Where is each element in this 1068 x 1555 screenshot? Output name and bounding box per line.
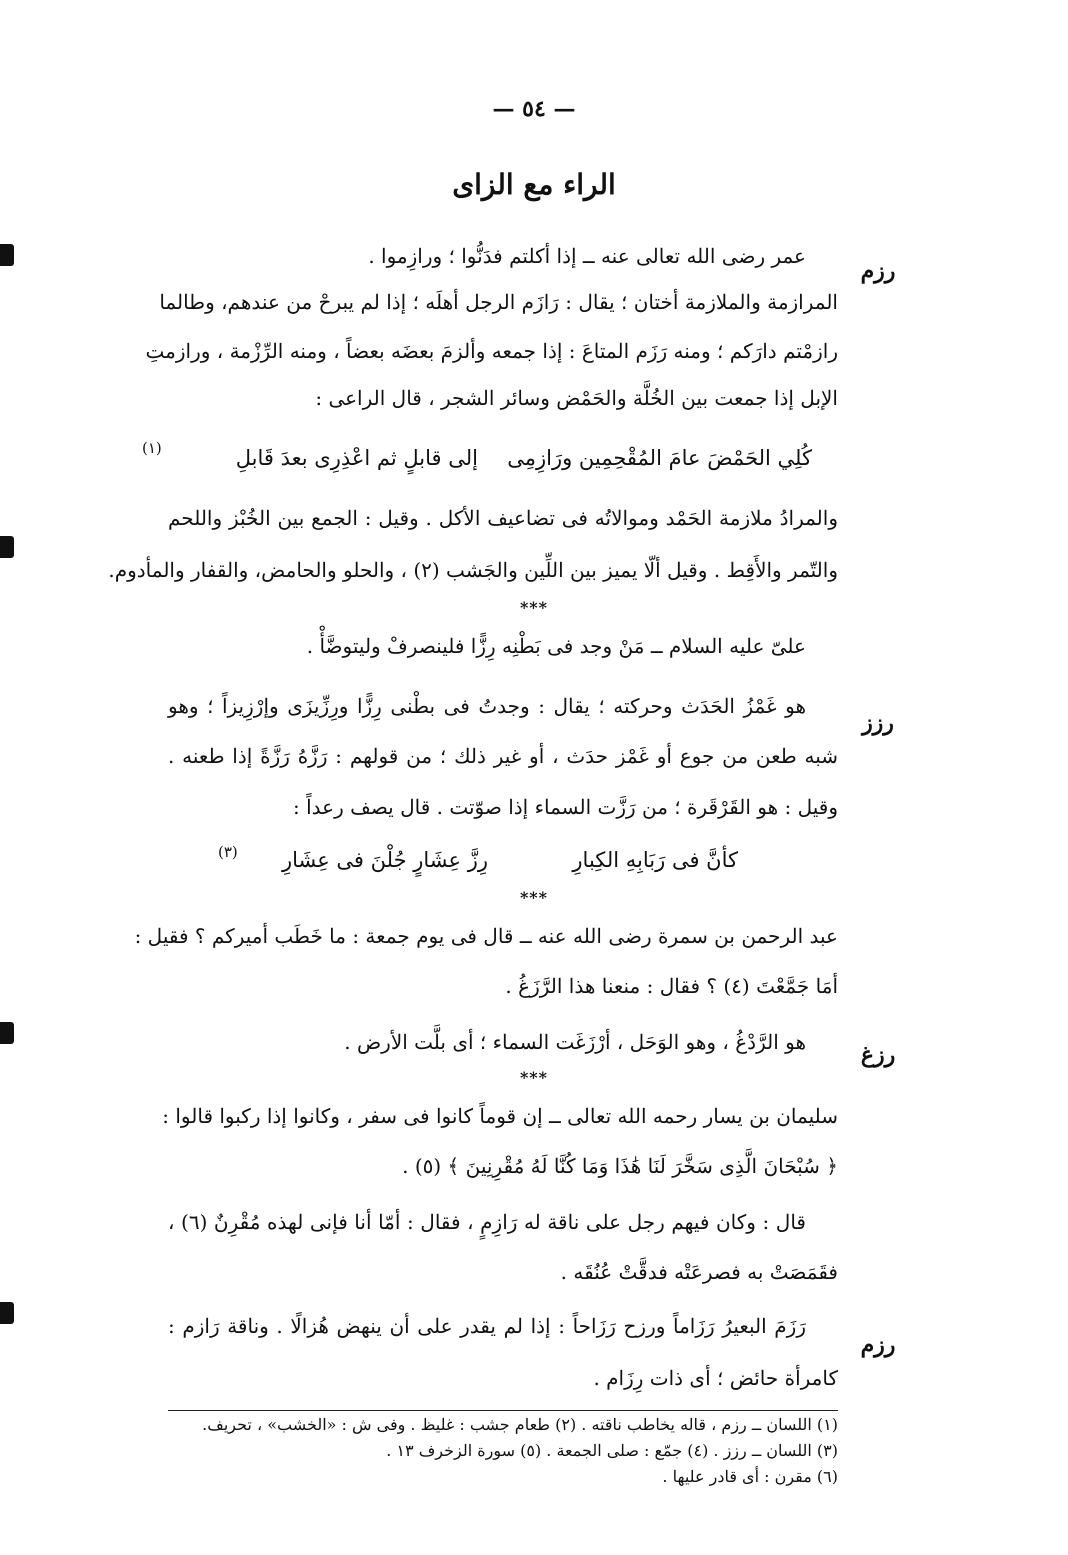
text-line: كامرأة حائض ؛ أى ذات رِزَام . [593,1366,838,1390]
separator: *** [519,888,549,907]
margin-mark [0,1022,14,1044]
text-line: المرازمة والملازمة أختان ؛ يقال : رَازَم الرجل أهلَه ؛ إذا لم يبرحْ من عندهم، وطالما [159,290,838,314]
text-line: الإبل إذا جمعت بين الخُلَّة والحَمْض وسائر الشجر ، قال الراعى : [315,386,838,410]
separator: *** [519,598,549,617]
footnote-ref: (١) [142,439,162,457]
root-word: رزم [860,258,896,284]
section-title: الراء مع الزاى [452,168,616,201]
footnote-divider [168,1410,838,1411]
footnote-ref: (٣) [218,843,238,861]
text-line: فقَمَصَتْ به فصرعَتْه فدقَّتْ عُنُقَه . [560,1260,838,1284]
footnote-line: (٣) اللسان ــ رزز . (٤) جمّع : صلى الجمعة . (٥) سورة الزخرف ١٣ . [386,1441,838,1460]
root-word: رزم [860,1332,896,1358]
entry-heading-line: علىّ عليه السلام ــ مَنْ وجد فى بَطْنِه رِزًّا فلينصرفْ وليتوضَّأْ . [306,634,806,658]
footnote-line: (٦) مقرن : أى قادر عليها . [662,1467,838,1486]
margin-mark [0,536,14,558]
text-line: والمرادُ ملازمة الحَمْد وموالاتُه فى تضاعيف الأكل . وقيل : الجمع بين الخُبْز واللحم [168,506,838,530]
margin-mark [0,1302,14,1324]
verse-hemistich-1: كأنَّ فى رَبَابِهِ الكِبارِ [572,848,738,872]
footnote-line: (١) اللسان ــ رزم ، قاله يخاطب ناقته . (٢) طعام جشب : غليظ . وفى ش : «الخشب» ، تحريف. [202,1415,838,1434]
page-number: — ٥٤ — [492,96,576,122]
separator: *** [519,1068,549,1087]
entry-heading-line: عمر رضى الله تعالى عنه ــ إذا أكلتم فدَنُّوا ؛ ورازِموا . [368,244,806,268]
text-line: رازمْتم دارَكم ؛ ومنه رَزَم المتاعَ : إذا جمعه وألزمَ بعضَه بعضاً ، ومنه الرِّزْمة ، ورازمتِ [145,339,838,363]
text-line: رَزَمَ البعيرُ رَزَاماً ورزح رَزَاحاً : إذا لم يقدر على أن ينهض هُزالًا . وناقة رَازم : [168,1314,806,1338]
verse-hemistich-2: إلى قابلٍ ثم اعْذِرِى بعدَ قَابلِ [235,446,478,470]
root-word: رزز [862,710,894,736]
text-line: هو الرَّدْغُ ، وهو الوَحَل ، أرْزَغَت السماء ؛ أى بلَّت الأرض . [344,1030,806,1054]
verse-hemistich-1: كُلِي الحَمْضَ عامَ المُقْحِمِين ورَازِمِى [507,446,812,470]
text-line: أمَا جَمَّعْتَ (٤) ؟ فقال : منعنا هذا الرَّزَغُ . [505,974,838,998]
entry-heading-line: سليمان بن يسار رحمه الله تعالى ــ إن قوماً كانوا فى سفر ، وكانوا إذا ركبوا قالوا : [162,1104,838,1128]
text-line: هو غَمْزُ الحَدَث وحركته ؛ يقال : وجدتُ فى بطْنى رِزًّا ورِزِّيزَى وإرْزِيزاً ؛ وهو [168,694,806,718]
text-line: وقيل : هو القَرْقَرة ؛ من رَزَّت السماء إذا صوّتت . قال يصف رعداً : [293,795,838,819]
text-line: قال : وكان فيهم رجل على ناقة له رَازِمٍ ، فقال : أمّا أنا فإنى لهذه مُقْرِنٌ (٦) ، [168,1210,806,1234]
root-word: رزغ [860,1042,896,1068]
quran-quote-line: ﴿ سُبْحَانَ الَّذِى سَخَّرَ لَنَا هَٰذَا وَمَا كُنَّا لَهُ مُقْرِنِينَ ﴾ (٥) . [402,1154,838,1178]
text-line: والتّمر والأَقِط . وقيل ألّا يميز بين اللِّين والجَشب (٢) ، والحلو والحامض، والقفار والمأدوم. [108,558,838,582]
margin-mark [0,244,14,266]
text-line: شبه طعن من جوع أو غَمْز حدَث ، أو غير ذلك ؛ من قولهم : رَزَّهُ رَزَّةً إذا طعنه . [168,744,838,768]
verse-hemistich-2: رِزَّ عِشَارٍ جُلْنَ فى عِشَارِ [281,848,488,872]
entry-heading-line: عبد الرحمن بن سمرة رضى الله عنه ــ قال فى يوم جمعة : ما خَطَب أميركم ؟ فقيل : [134,924,838,948]
